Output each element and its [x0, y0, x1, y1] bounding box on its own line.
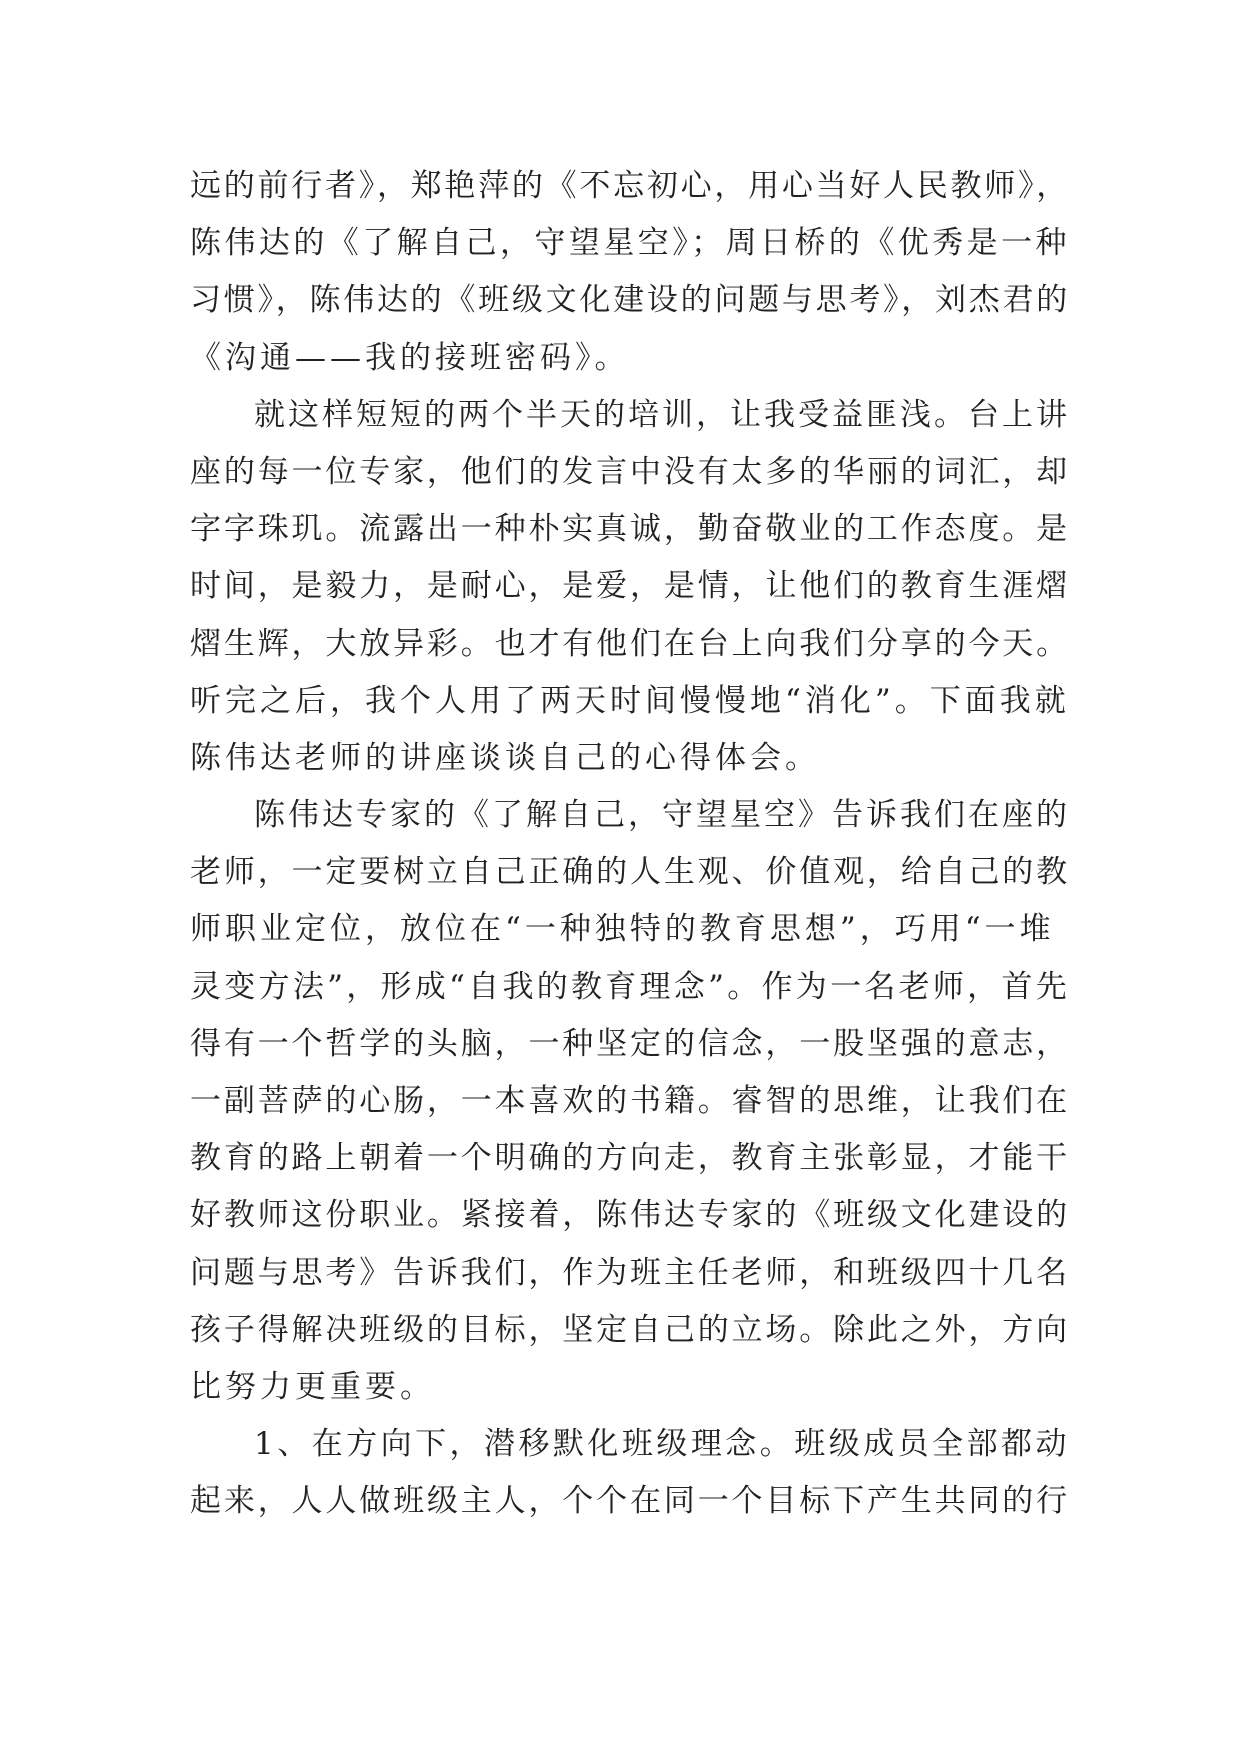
text-line: 座的每一位专家，他们的发言中没有太多的华丽的词汇，却 — [190, 453, 1070, 490]
text-line: 一副菩萨的心肠，一本喜欢的书籍。睿智的思维，让我们在 — [190, 1083, 1070, 1119]
text-line: 师职业定位，放位在“一种独特的教育思想”，巧用“一堆 — [190, 911, 1055, 948]
text-line: 熠生辉，大放异彩。也才有他们在台上向我们分享的今天。 — [190, 625, 1070, 662]
text-line: 陈伟达的《了解自己，守望星空》；周日桥的《优秀是一种 — [190, 225, 1070, 262]
text-line: 问题与思考》告诉我们，作为班主任老师，和班级四十几名 — [190, 1254, 1070, 1291]
text-line: 得有一个哲学的头脑，一种坚定的信念，一股坚强的意志， — [190, 1025, 1070, 1062]
text-line: 时间，是毅力，是耐心，是爱，是情，让他们的教育生涯熠 — [190, 568, 1070, 605]
text-line: 孩子得解决班级的目标，坚定自己的立场。除此之外，方向 — [190, 1311, 1070, 1348]
text-line: 比努力更重要。 — [190, 1368, 435, 1405]
text-line: 老师，一定要树立自己正确的人生观、价值观，给自己的教 — [190, 854, 1070, 891]
text-line: 听完之后，我个人用了两天时间慢慢地“消化”。下面我就 — [190, 682, 1070, 719]
text-line: 字字珠玑。流露出一种朴实真诚，勤奋敬业的工作态度。是 — [190, 511, 1070, 548]
text-line: 习惯》，陈伟达的《班级文化建设的问题与思考》，刘杰君的 — [190, 282, 1070, 319]
text-line: 教育的路上朝着一个明确的方向走，教育主张彰显，才能干 — [190, 1140, 1070, 1177]
text-line: 《沟通——我的接班密码》。 — [190, 339, 630, 376]
text-line: 1、在方向下，潜移默化班级理念。班级成员全部都动 — [254, 1426, 1070, 1463]
text-line: 陈伟达老师的讲座谈谈自己的心得体会。 — [190, 739, 820, 776]
text-line: 灵变方法”，形成“自我的教育理念”。作为一名老师，首先 — [190, 968, 1070, 1005]
body-text — [190, 158, 1070, 1531]
text-line: 好教师这份职业。紧接着，陈伟达专家的《班级文化建设的 — [190, 1197, 1070, 1234]
text-line: 就这样短短的两个半天的培训，让我受益匪浅。台上讲 — [254, 396, 1070, 433]
text-line: 起来，人人做班级主人，个个在同一个目标下产生共同的行 — [190, 1483, 1070, 1520]
text-line: 远的前行者》，郑艳萍的《不忘初心，用心当好人民教师》， — [190, 168, 1070, 204]
text-line: 陈伟达专家的《了解自己，守望星空》告诉我们在座的 — [254, 797, 1070, 834]
